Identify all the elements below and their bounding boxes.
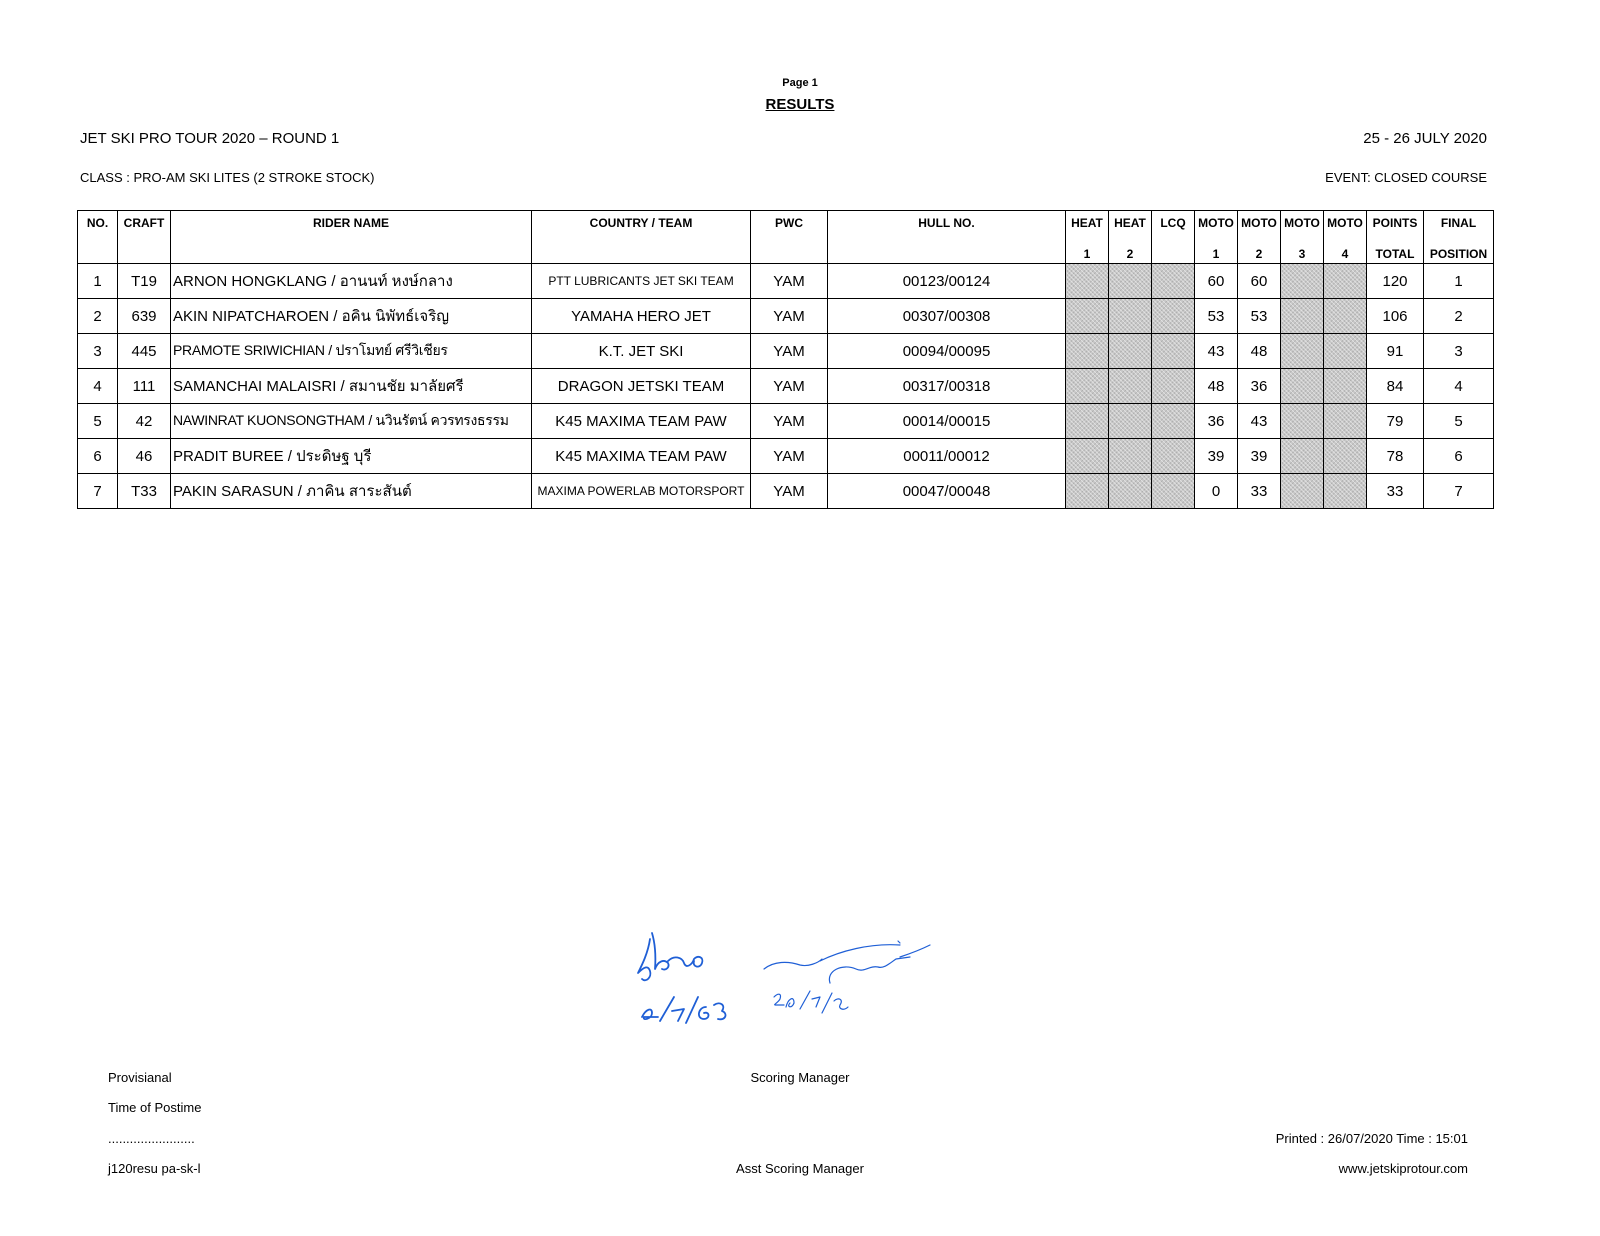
cell-rider: AKIN NIPATCHAROEN / อคิน นิพัทธ์เจริญ (171, 299, 532, 334)
cell-heat2-blank (1109, 474, 1152, 509)
column-header-sublabel: 2 (1126, 247, 1134, 261)
cell-craft: 639 (118, 299, 171, 334)
cell-lcq-blank (1152, 369, 1195, 404)
cell-hull: 00307/00308 (828, 299, 1066, 334)
column-header-sublabel: 2 (1255, 247, 1263, 261)
cell-craft: 111 (118, 369, 171, 404)
cell-moto3-blank (1281, 439, 1324, 474)
cell-team: DRAGON JETSKI TEAM (532, 369, 751, 404)
cell-moto1: 43 (1195, 334, 1238, 369)
cell-craft: 46 (118, 439, 171, 474)
column-header-sublabel: 4 (1341, 247, 1349, 261)
cell-moto1: 36 (1195, 404, 1238, 439)
cell-total: 79 (1367, 404, 1424, 439)
cell-position: 5 (1424, 404, 1494, 439)
column-header-sublabel: POSITION (1429, 247, 1488, 261)
cell-pwc: YAM (751, 369, 828, 404)
column-header-label: MOTO (1327, 216, 1363, 230)
column-header-label: NO. (86, 216, 109, 230)
table-row (78, 439, 1494, 474)
cell-total: 91 (1367, 334, 1424, 369)
cell-hull: 00094/00095 (828, 334, 1066, 369)
column-header-label: POINTS (1372, 216, 1418, 230)
cell-heat2-blank (1109, 334, 1152, 369)
cell-position: 2 (1424, 299, 1494, 334)
cell-heat2-blank (1109, 404, 1152, 439)
cell-heat2-blank (1109, 264, 1152, 299)
cell-team: PTT LUBRICANTS JET SKI TEAM (532, 264, 751, 299)
cell-moto4-blank (1324, 474, 1367, 509)
column-header-label: HEAT (1071, 216, 1103, 230)
cell-moto2: 43 (1238, 404, 1281, 439)
cell-lcq-blank (1152, 264, 1195, 299)
cell-hull: 00123/00124 (828, 264, 1066, 299)
column-header (751, 211, 828, 264)
results-table (77, 210, 1494, 509)
column-header-sublabel: 1 (1083, 247, 1091, 261)
table-header-row (78, 211, 1494, 264)
column-header-sublabel (828, 237, 1065, 263)
cell-pwc: YAM (751, 334, 828, 369)
column-header-sublabel (118, 237, 170, 263)
cell-no: 4 (78, 369, 118, 404)
column-header-label: PWC (775, 216, 803, 230)
cell-moto4-blank (1324, 404, 1367, 439)
cell-moto4-blank (1324, 264, 1367, 299)
cell-moto4-blank (1324, 369, 1367, 404)
column-header-sublabel: 1 (1212, 247, 1220, 261)
cell-heat1-blank (1066, 439, 1109, 474)
postime-blank: ........................ (108, 1131, 195, 1146)
document-title (0, 96, 1600, 113)
cell-total: 78 (1367, 439, 1424, 474)
event-type: EVENT: CLOSED COURSE (1325, 170, 1487, 185)
cell-no: 2 (78, 299, 118, 334)
cell-lcq-blank (1152, 404, 1195, 439)
column-header-sublabel (751, 237, 827, 263)
cell-pwc: YAM (751, 404, 828, 439)
provisional-label: Provisianal (108, 1070, 172, 1085)
cell-position: 1 (1424, 264, 1494, 299)
column-header (1281, 211, 1324, 264)
cell-lcq-blank (1152, 334, 1195, 369)
cell-heat1-blank (1066, 474, 1109, 509)
cell-moto1: 39 (1195, 439, 1238, 474)
cell-lcq-blank (1152, 439, 1195, 474)
cell-lcq-blank (1152, 474, 1195, 509)
cell-position: 3 (1424, 334, 1494, 369)
cell-total: 120 (1367, 264, 1424, 299)
column-header (171, 211, 532, 264)
scoring-manager-label: Scoring Manager (750, 1070, 850, 1085)
column-header-sublabel (1152, 237, 1194, 263)
cell-moto3-blank (1281, 474, 1324, 509)
cell-moto2: 33 (1238, 474, 1281, 509)
cell-moto2: 36 (1238, 369, 1281, 404)
column-header-sublabel (171, 237, 531, 263)
column-header-label: MOTO (1241, 216, 1277, 230)
cell-moto3-blank (1281, 404, 1324, 439)
column-header-label: MOTO (1284, 216, 1320, 230)
cell-total: 84 (1367, 369, 1424, 404)
cell-hull: 00014/00015 (828, 404, 1066, 439)
cell-moto1: 0 (1195, 474, 1238, 509)
cell-heat1-blank (1066, 369, 1109, 404)
event-name: JET SKI PRO TOUR 2020 – ROUND 1 (80, 130, 340, 147)
column-header-label: HULL NO. (918, 216, 975, 230)
cell-position: 6 (1424, 439, 1494, 474)
cell-team: K.T. JET SKI (532, 334, 751, 369)
cell-craft: 445 (118, 334, 171, 369)
cell-heat1-blank (1066, 404, 1109, 439)
cell-heat1-blank (1066, 299, 1109, 334)
cell-rider: NAWINRAT KUONSONGTHAM / นวินรัตน์ ควรทรงธรรม (171, 404, 532, 439)
column-header-sublabel (78, 237, 117, 263)
cell-team: YAMAHA HERO JET (532, 299, 751, 334)
event-date: 25 - 26 JULY 2020 (1363, 130, 1487, 147)
cell-rider: PAKIN SARASUN / ภาคิน สาระสันต์ (171, 474, 532, 509)
column-header (1066, 211, 1109, 264)
website-url: www.jetskiprotour.com (1338, 1161, 1468, 1176)
cell-team: K45 MAXIMA TEAM PAW (532, 439, 751, 474)
cell-heat2-blank (1109, 299, 1152, 334)
column-header (1424, 211, 1494, 264)
column-header (1109, 211, 1152, 264)
column-header (1324, 211, 1367, 264)
cell-team: K45 MAXIMA TEAM PAW (532, 404, 751, 439)
cell-pwc: YAM (751, 474, 828, 509)
table-row (78, 299, 1494, 334)
cell-moto4-blank (1324, 439, 1367, 474)
cell-team: MAXIMA POWERLAB MOTORSPORT (532, 474, 751, 509)
cell-no: 3 (78, 334, 118, 369)
column-header-sublabel: TOTAL (1375, 247, 1415, 261)
column-header-label: COUNTRY / TEAM (589, 216, 693, 230)
document-title-text: RESULTS (765, 96, 835, 113)
cell-rider: PRADIT BUREE / ประดิษฐ บุรี (171, 439, 532, 474)
cell-pwc: YAM (751, 439, 828, 474)
cell-heat2-blank (1109, 439, 1152, 474)
cell-moto1: 53 (1195, 299, 1238, 334)
cell-total: 106 (1367, 299, 1424, 334)
cell-moto1: 60 (1195, 264, 1238, 299)
column-header-sublabel (532, 237, 750, 263)
column-header-label: HEAT (1114, 216, 1146, 230)
cell-moto4-blank (1324, 299, 1367, 334)
cell-no: 1 (78, 264, 118, 299)
cell-hull: 00317/00318 (828, 369, 1066, 404)
cell-moto3-blank (1281, 334, 1324, 369)
signature-left (628, 925, 738, 1025)
race-class: CLASS : PRO-AM SKI LITES (2 STROKE STOCK) (80, 170, 375, 185)
column-header (118, 211, 171, 264)
signature-right (760, 935, 935, 1025)
table-body (78, 264, 1494, 509)
cell-craft: 42 (118, 404, 171, 439)
cell-moto3-blank (1281, 369, 1324, 404)
printed-timestamp: Printed : 26/07/2020 Time : 15:01 (1275, 1131, 1468, 1146)
file-code: j120resu pa-sk-l (108, 1161, 201, 1176)
cell-moto1: 48 (1195, 369, 1238, 404)
column-header (1367, 211, 1424, 264)
column-header (78, 211, 118, 264)
cell-hull: 00011/00012 (828, 439, 1066, 474)
cell-pwc: YAM (751, 264, 828, 299)
cell-position: 7 (1424, 474, 1494, 509)
cell-moto3-blank (1281, 264, 1324, 299)
cell-rider: ARNON HONGKLANG / อานนท์ หงษ์กลาง (171, 264, 532, 299)
cell-craft: T33 (118, 474, 171, 509)
column-header-label: FINAL (1440, 216, 1477, 230)
column-header (1152, 211, 1195, 264)
table-row (78, 474, 1494, 509)
cell-no: 7 (78, 474, 118, 509)
cell-moto3-blank (1281, 299, 1324, 334)
column-header-label: CRAFT (123, 216, 165, 230)
cell-moto2: 48 (1238, 334, 1281, 369)
cell-hull: 00047/00048 (828, 474, 1066, 509)
page-number: Page 1 (782, 77, 818, 89)
column-header-label: LCQ (1160, 216, 1186, 230)
cell-no: 6 (78, 439, 118, 474)
cell-moto2: 39 (1238, 439, 1281, 474)
table-row (78, 334, 1494, 369)
cell-lcq-blank (1152, 299, 1195, 334)
cell-position: 4 (1424, 369, 1494, 404)
table-row (78, 369, 1494, 404)
cell-moto2: 60 (1238, 264, 1281, 299)
cell-heat1-blank (1066, 264, 1109, 299)
column-header (828, 211, 1066, 264)
cell-rider: PRAMOTE SRIWICHIAN / ปราโมทย์ ศรีวิเชียร (171, 334, 532, 369)
cell-moto4-blank (1324, 334, 1367, 369)
table-row (78, 264, 1494, 299)
column-header (1238, 211, 1281, 264)
column-header (1195, 211, 1238, 264)
cell-total: 33 (1367, 474, 1424, 509)
cell-moto2: 53 (1238, 299, 1281, 334)
table-row (78, 404, 1494, 439)
column-header-label: MOTO (1198, 216, 1234, 230)
column-header-label: RIDER NAME (312, 216, 389, 230)
cell-no: 5 (78, 404, 118, 439)
cell-pwc: YAM (751, 299, 828, 334)
cell-craft: T19 (118, 264, 171, 299)
cell-heat1-blank (1066, 334, 1109, 369)
column-header-sublabel: 3 (1298, 247, 1306, 261)
asst-scoring-manager-label: Asst Scoring Manager (736, 1161, 864, 1176)
cell-rider: SAMANCHAI MALAISRI / สมานชัย มาลัยศรี (171, 369, 532, 404)
time-of-postime-label: Time of Postime (108, 1100, 202, 1115)
column-header (532, 211, 751, 264)
cell-heat2-blank (1109, 369, 1152, 404)
